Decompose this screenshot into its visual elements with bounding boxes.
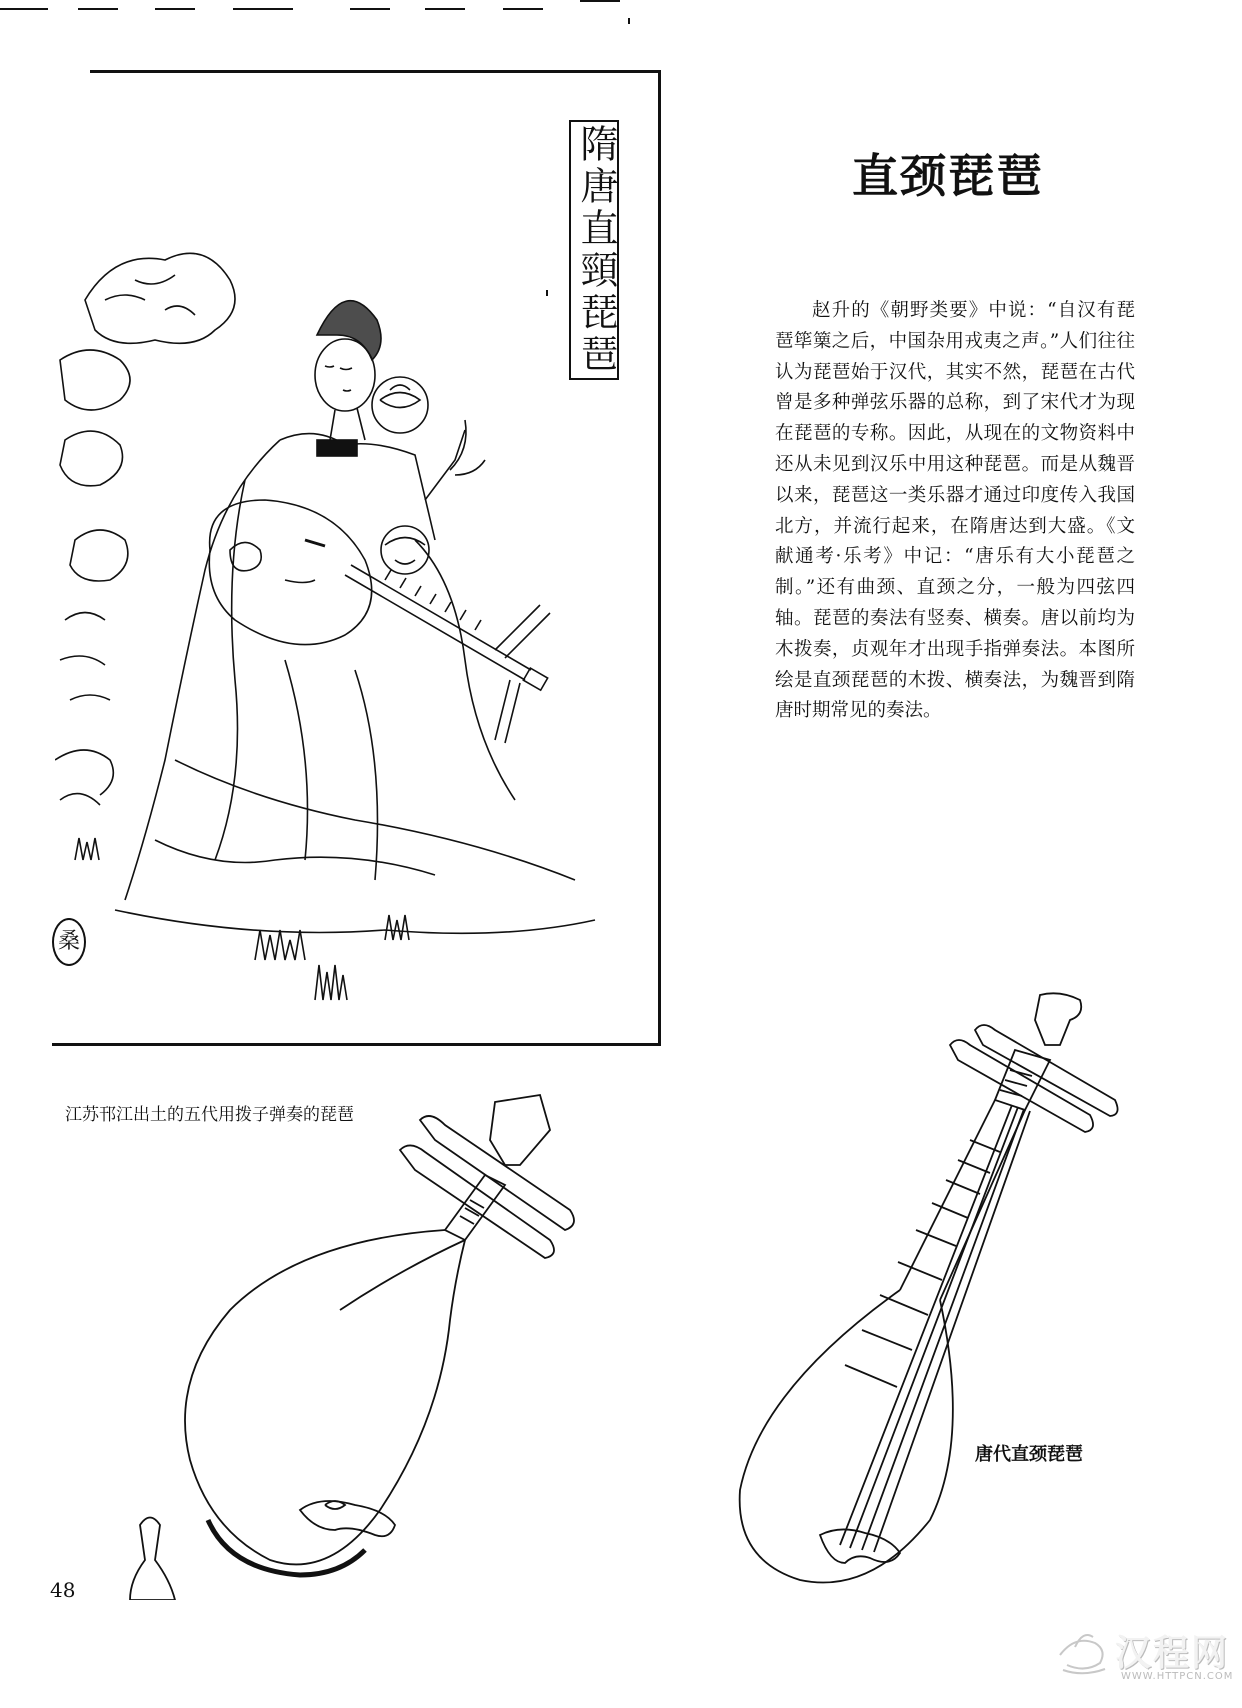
top-edge-marks xyxy=(0,0,620,12)
article-body: 赵升的《朝野类要》中说：“自汉有琵琶筚篥之后，中国杂用戎夷之声。”人们往往认为琵琶始于汉代，其实不然，琵琶在古代曾是多种弹弦乐器的总称，到了宋代才为现在琵琶的专称。因此，从现在的文物资料中还从未见到汉乐中用这种琵琶。而是从魏晋以来，琵琶这一类乐器才通过印度传入我国北方，并流行起来，在隋唐达到大盛。《文献通考·乐考》中记：“唐乐有大小琵琶之制。”还有曲颈、直颈之分，一般为四弦四轴。琵琶的奏法有竖奏、横奏。唐以前均为木拨奏，贞观年才出现手指弹奏法。本图所绘是直颈琵琶的木拨、横奏法，为魏晋到隋唐时期常见的奏法。 xyxy=(775,300,1135,722)
tang-straight-neck-pipa-drawing xyxy=(640,990,1140,1600)
figure-caption-tang-pipa: 唐代直颈琵琶 xyxy=(975,1444,1083,1465)
artist-seal: 桑 xyxy=(52,918,86,966)
woman-playing-pipa-illustration xyxy=(55,240,615,1030)
frame-gap xyxy=(52,67,90,73)
watermark-name: 汉程网 xyxy=(1115,1633,1230,1674)
page-number: 48 xyxy=(50,1578,76,1602)
article-title: 直颈琵琶 xyxy=(852,149,1044,203)
watermark-url: WWW.HTTPCN.COM xyxy=(1121,1671,1234,1682)
illustration-vertical-title: 隋唐直頸琵琶 xyxy=(569,120,619,380)
speck xyxy=(628,18,630,24)
watermark-logo-icon xyxy=(1055,1625,1111,1681)
figure-caption-five-dynasties-pipa: 江苏邗江出土的五代用拨子弹奏的琵琶 xyxy=(65,1105,354,1125)
five-dynasties-pipa-drawing xyxy=(100,1080,620,1600)
speck xyxy=(546,290,548,296)
